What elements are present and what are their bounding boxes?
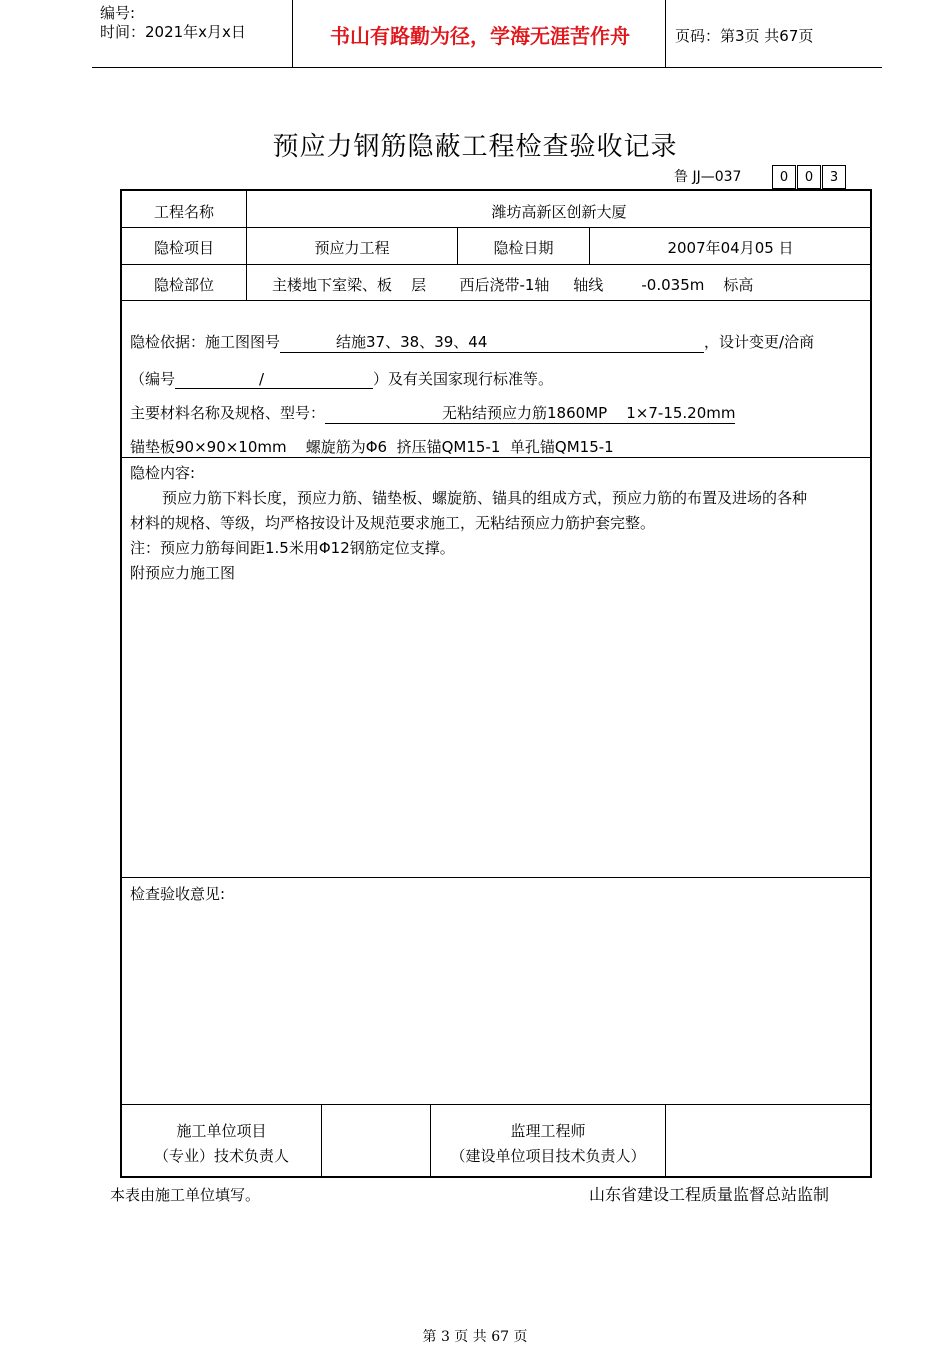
page-indicator: 页码：第3页 共67页 bbox=[675, 27, 814, 45]
form-code: 鲁 JJ—037 bbox=[674, 169, 742, 185]
material-value: 无粘结预应力筋1860MP 1×7-15.20mm bbox=[325, 402, 735, 424]
basis-line bbox=[130, 331, 814, 353]
content-para-1: 预应力筋下料长度，预应力筋、锚垫板、螺旋筋、锚具的组成方式，预应力筋的布置及进场的各种 bbox=[162, 489, 808, 507]
sign-right-line-1: 监理工程师 bbox=[510, 1122, 586, 1140]
content-note: 注：预应力筋每间距1.5米用Φ12钢筋定位支撑。 bbox=[130, 539, 455, 557]
basis-suffix: ，设计变更/洽商 bbox=[704, 333, 815, 351]
date-label: 隐检日期 bbox=[493, 239, 554, 257]
row-rule bbox=[121, 877, 871, 878]
basis-prefix: 隐检依据：施工图图号 bbox=[130, 333, 281, 351]
form-title: 预应力钢筋隐蔽工程检查验收记录 bbox=[272, 132, 678, 162]
project-name-value: 潍坊高新区创新大厦 bbox=[491, 203, 627, 221]
col-rule bbox=[321, 1104, 322, 1176]
content-para-2: 材料的规格、等级，均严格按设计及规范要求施工，无粘结预应力筋护套完整。 bbox=[130, 514, 656, 532]
row-rule bbox=[121, 457, 871, 458]
page-footer: 第 3 页 共 67 页 bbox=[422, 1329, 528, 1345]
number-box: 0 bbox=[772, 165, 796, 189]
row-rule bbox=[121, 264, 871, 265]
location-value: 主楼地下室梁、板 层 西后浇带-1轴 轴线 -0.035m 标高 bbox=[272, 276, 754, 294]
sign-left-line-1: 施工单位项目 bbox=[176, 1122, 267, 1140]
col-rule bbox=[665, 1104, 666, 1176]
item-value: 预应力工程 bbox=[314, 239, 390, 257]
motto: 书山有路勤为径，学海无涯苦作舟 bbox=[330, 24, 630, 48]
content-attachment: 附预应力施工图 bbox=[130, 564, 236, 582]
row-rule bbox=[121, 227, 871, 228]
number-box: 0 bbox=[797, 165, 821, 189]
change-no-prefix: （编号 bbox=[130, 370, 176, 388]
drawing-number: 结施37、38、39、44 bbox=[280, 331, 704, 353]
material-prefix: 主要材料名称及规格、型号： bbox=[130, 404, 326, 422]
opinion-label: 检查验收意见: bbox=[130, 885, 226, 903]
change-no-value: / bbox=[175, 370, 373, 389]
change-no-suffix: ）及有关国家现行标准等。 bbox=[373, 370, 554, 388]
sign-left-line-2: （专业）技术负责人 bbox=[153, 1147, 289, 1165]
footer-note: 本表由施工单位填写。 bbox=[110, 1186, 261, 1204]
time-label: 时间：2021年x月x日 bbox=[100, 23, 246, 41]
anchor-line: 锚垫板90×90×10mm 螺旋筋为Φ6 挤压锚QM15-1 单孔锚QM15-1 bbox=[130, 438, 614, 456]
basis-line-2 bbox=[130, 368, 553, 389]
header-rule bbox=[92, 67, 882, 68]
header-divider bbox=[665, 0, 666, 68]
footer-issuer: 山东省建设工程质量监督总站监制 bbox=[589, 1185, 830, 1204]
sign-right-line-2: （建设单位项目技术负责人） bbox=[450, 1147, 646, 1165]
header-info bbox=[100, 4, 246, 42]
number-box: 3 bbox=[822, 165, 846, 189]
header-divider bbox=[292, 0, 293, 68]
location-label: 隐检部位 bbox=[153, 276, 214, 294]
row-rule bbox=[121, 1104, 871, 1105]
material-line bbox=[130, 402, 735, 424]
row-rule bbox=[121, 300, 871, 301]
project-name-label: 工程名称 bbox=[153, 203, 214, 221]
item-label: 隐检项目 bbox=[153, 239, 214, 257]
content-label: 隐检内容: bbox=[130, 464, 196, 482]
serial-label: 编号: bbox=[100, 4, 136, 22]
date-value: 2007年04月05 日 bbox=[667, 239, 794, 257]
